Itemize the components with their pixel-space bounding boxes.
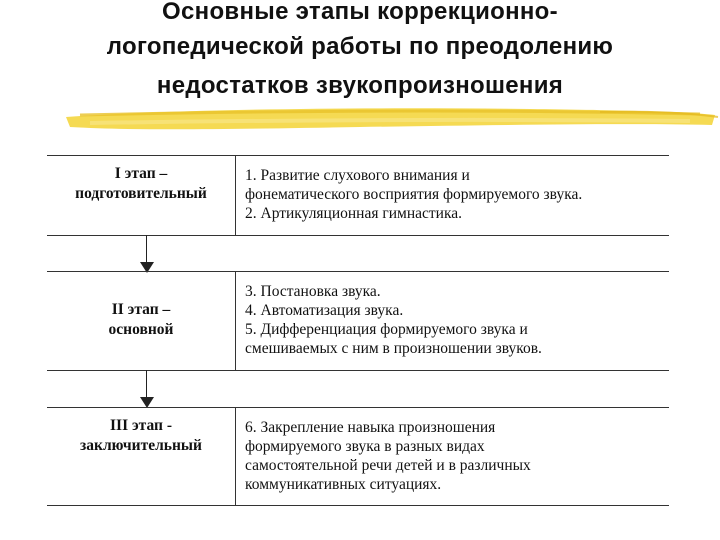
stage2-name	[48, 300, 234, 340]
stage3-step: коммуникативных ситуациях.	[245, 476, 442, 493]
stage2-step: 4. Автоматизация звука.	[245, 302, 404, 319]
stage3-step: формируемого звука в разных видах	[245, 438, 485, 455]
stage3-top-border	[47, 407, 669, 408]
stage2-step: 3. Постановка звука.	[245, 283, 381, 300]
stage3-steps	[245, 418, 670, 494]
stage2-steps	[245, 282, 670, 358]
stage1-divider	[235, 155, 236, 235]
stage1-steps	[245, 166, 670, 223]
title-underline-brush	[60, 103, 720, 137]
stage3-name-line1: III этап -	[110, 417, 172, 434]
stage3-divider	[235, 407, 236, 505]
stage2-divider	[235, 271, 236, 370]
stage3-bottom-border	[47, 505, 669, 506]
stage2-top-border	[47, 271, 669, 272]
page-title	[0, 0, 720, 103]
stage1-step: 1. Развитие слухового внимания и	[245, 167, 470, 184]
title-line-3: недостатков звукопроизношения	[156, 72, 564, 99]
stage2-bottom-border	[47, 370, 669, 371]
stage1-name-line1: I этап –	[114, 165, 168, 182]
stage1-bottom-border	[47, 235, 669, 236]
stage2-name-line1: II этап –	[111, 301, 171, 318]
stage3-step: 6. Закрепление навыка произношения	[245, 419, 496, 436]
stage2-step: смешиваемых с ним в произношении звуков.	[245, 340, 542, 357]
stage1-name	[48, 164, 234, 204]
title-line-2: логопедической работы по преодолению	[106, 33, 614, 60]
stage1-step: 2. Артикуляционная гимнастика.	[245, 205, 462, 222]
arrow-2-stem	[146, 370, 147, 398]
stage2-name-line2: основной	[108, 321, 174, 338]
stage1-step: фонематического восприятия формируемого звука.	[245, 186, 583, 203]
stage1-name-line2: подготовительный	[75, 185, 207, 202]
stage3-name-line2: заключительный	[80, 437, 202, 454]
stage3-step: самостоятельной речи детей и в различных	[245, 457, 531, 474]
stage3-name	[48, 416, 234, 456]
stage1-top-border	[47, 155, 669, 156]
arrow-1-stem	[146, 235, 147, 263]
stage2-step: 5. Дифференциация формируемого звука и	[245, 321, 528, 338]
title-line-1: Основные этапы коррекционно-	[162, 0, 558, 25]
